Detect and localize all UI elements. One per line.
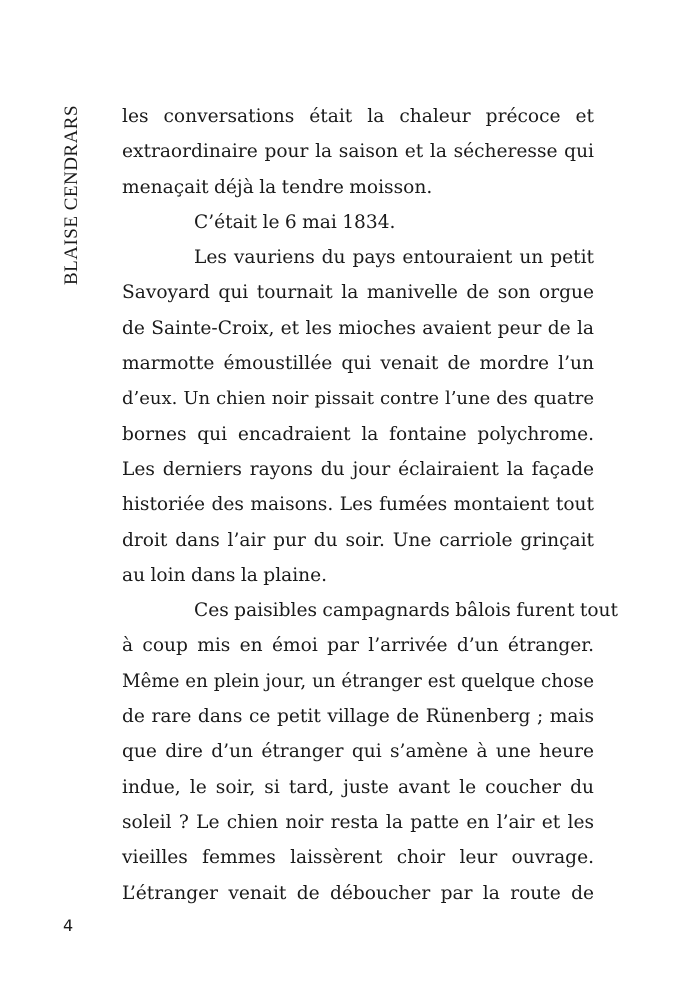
text-line: au loin dans la plaine. xyxy=(122,564,328,586)
text-line: de Sainte-Croix, et les mioches avaient peur de la xyxy=(122,317,594,339)
running-head xyxy=(52,100,92,290)
text-line: C’était le 6 mai 1834. xyxy=(194,211,396,233)
text-line: Ces paisibles campagnards bâlois furent tout xyxy=(194,600,618,622)
text-line: L’étranger venait de déboucher par la route de xyxy=(122,882,594,904)
text-line: menaçait déjà la tendre moisson. xyxy=(122,176,433,198)
text-line: Les derniers rayons du jour éclairaient la façade xyxy=(122,458,594,480)
text-line: Savoyard qui tournait la manivelle de son orgue xyxy=(122,282,594,304)
text-line: droit dans l’air pur du soir. Une carriole grinçait xyxy=(122,529,594,551)
text-line: que dire d’un étranger qui s’amène à une heure xyxy=(122,741,594,763)
text-line: Même en plein jour, un étranger est quelque chose xyxy=(122,670,594,692)
text-line: indue, le soir, si tard, juste avant le coucher du xyxy=(122,776,594,798)
text-line: historiée des maisons. Les fumées montaient tout xyxy=(122,494,594,516)
text-line: bornes qui encadraient la fontaine polychrome. xyxy=(122,423,594,445)
text-line: à coup mis en émoi par l’arrivée d’un étranger. xyxy=(122,635,594,657)
text-line: vieilles femmes laissèrent choir leur ouvrage. xyxy=(122,847,594,869)
text-line: de rare dans ce petit village de Rünenberg ; mais xyxy=(122,706,594,728)
text-line: Les vauriens du pays entouraient un petit xyxy=(194,247,594,269)
text-line: extraordinaire pour la saison et la sécheresse qui xyxy=(122,141,594,163)
text-line: les conversations était la chaleur précoce et xyxy=(122,106,594,127)
page-number: 4 xyxy=(63,916,74,935)
text-line: soleil ? Le chien noir resta la patte en l’air et les xyxy=(122,811,594,833)
running-head-text: BLAISE CENDRARS xyxy=(61,104,82,286)
text-line: marmotte émoustillée qui venait de mordre l’un xyxy=(122,353,594,375)
body-text xyxy=(122,99,618,911)
text-line: d’eux. Un chien noir pissait contre l’une des quatre xyxy=(122,388,594,410)
